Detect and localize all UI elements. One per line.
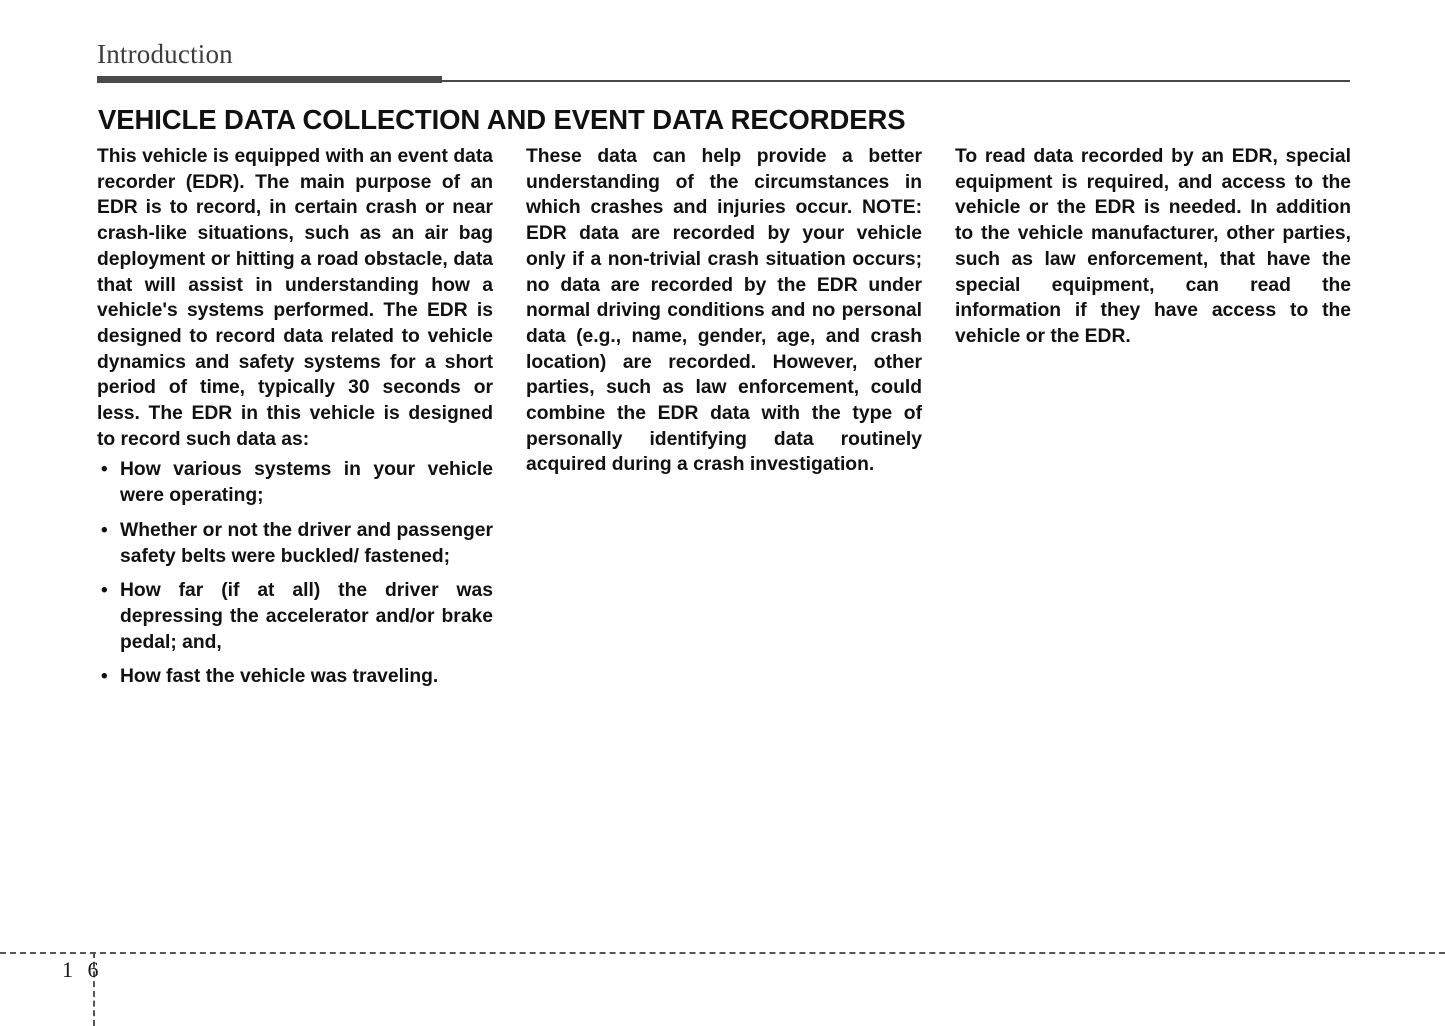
- column-three: [955, 144, 1351, 690]
- list-item-text: How fast the vehicle was traveling.: [120, 666, 439, 688]
- section-title: VEHICLE DATA COLLECTION AND EVENT DATA RECORDERS: [98, 104, 906, 135]
- page-number-value: 6: [87, 957, 99, 982]
- bullet-icon: •: [101, 459, 108, 481]
- body-columns: [97, 144, 1353, 690]
- list-item: [97, 518, 493, 569]
- footer-dashed-horizontal-line: [0, 952, 1445, 954]
- list-item: [97, 664, 493, 690]
- list-item: [97, 578, 493, 655]
- column-two-paragraph: These data can help provide a better understanding of the circumstances in which crashes and injuries occur. NOTE: EDR data are recorded by your vehicle only if a non-trivial crash situation occurs; no data are recorded by the EDR under normal driving conditions and no personal data (e.g., name, gender, age, and crash location) are recorded. However, other parties, such as law enforcement, could combine the EDR data with the type of personally identifying data routinely acquired during a crash investigation.: [526, 146, 922, 476]
- list-item-text: How various systems in your vehicle were operating;: [120, 459, 493, 507]
- column-one: [97, 144, 493, 690]
- chapter-number: 1: [62, 957, 74, 982]
- bullet-icon: •: [101, 519, 108, 541]
- header-rule-thin: [442, 80, 1350, 82]
- page-number: [62, 957, 99, 983]
- header-rule-group: [97, 76, 1350, 84]
- header-rule-thick: [97, 76, 442, 83]
- column-one-paragraph: This vehicle is equipped with an event data recorder (EDR). The main purpose of an EDR is to record, in certain crash or near crash-like situations, such as an air bag deployment or hitting a road obstacle, data that will assist in understanding how a vehicle's systems performed. The EDR is designed to record data related to vehicle dynamics and safety systems for a short period of time, typically 30 seconds or less. The EDR in this vehicle is designed to record such data as:: [97, 146, 493, 450]
- column-two: [526, 144, 922, 690]
- bullet-icon: •: [101, 666, 108, 688]
- chapter-title: Introduction: [97, 39, 233, 69]
- list-item: [97, 457, 493, 508]
- page-header: [97, 40, 1350, 84]
- list-item-text: How far (if at all) the driver was depressing the accelerator and/or brake pedal; and,: [120, 580, 493, 653]
- bullet-icon: •: [101, 580, 108, 602]
- column-three-paragraph: To read data recorded by an EDR, special equipment is required, and access to the vehicle or the EDR is needed. In addition to the vehicle manufacturer, other parties, such as law enforcement, that have the special equipment, can read the information if they have access to the vehicle or the EDR.: [955, 146, 1351, 347]
- list-item-text: Whether or not the driver and passenger safety belts were buckled/ fastened;: [120, 519, 493, 567]
- column-one-bullet-list: [97, 457, 493, 690]
